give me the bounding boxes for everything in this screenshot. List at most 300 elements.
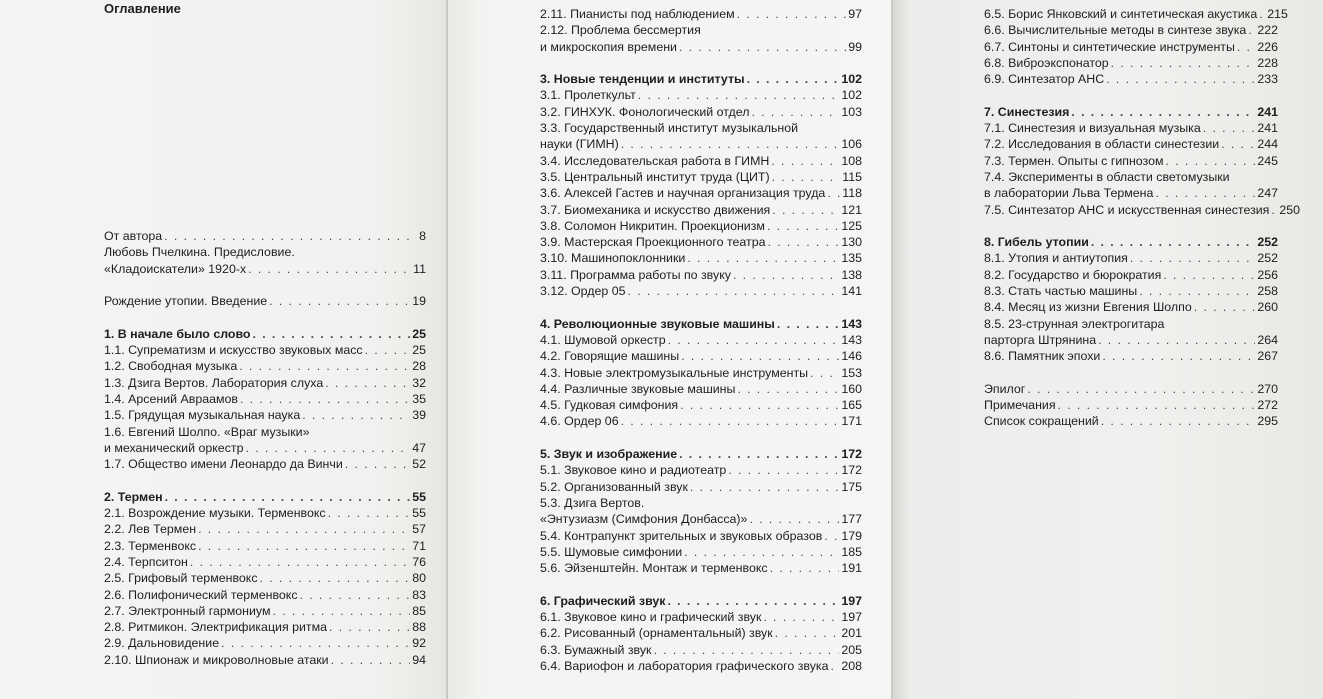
dot-leader <box>198 521 410 537</box>
toc-entry[interactable] <box>540 560 862 576</box>
toc-page-number: 85 <box>412 603 426 618</box>
toc-entry-title: 3.3. Государственный институт музыкальной <box>540 121 799 136</box>
toc-entry-title: 3.12. Ордер 05 <box>540 284 626 299</box>
toc-page-number: 245 <box>1257 153 1278 168</box>
toc-entry-title: 3.7. Биомеханика и искусство движения <box>540 202 771 217</box>
toc-page-number: 19 <box>412 294 426 309</box>
toc-page-number: 272 <box>1257 398 1278 413</box>
toc-entry-title: 6.3. Бумажный звук <box>540 642 652 657</box>
dot-leader <box>810 365 839 381</box>
toc-entry[interactable] <box>540 544 862 560</box>
toc-entry[interactable] <box>104 635 426 651</box>
toc-entry[interactable] <box>540 462 862 478</box>
dot-leader <box>165 489 411 505</box>
toc-page-number: 197 <box>841 593 862 608</box>
toc-page-number: 32 <box>412 375 426 390</box>
dot-leader <box>737 6 847 22</box>
toc-entry-title: 2.9. Дальновидение <box>104 636 220 651</box>
toc-entry[interactable] <box>104 570 426 586</box>
toc-entry[interactable] <box>540 234 862 250</box>
toc-entry-title: 6.9. Синтезатор АНС <box>984 72 1105 87</box>
dot-leader <box>668 332 840 348</box>
toc-entry-title: 7.1. Синестезия и визуальная музыка <box>984 121 1201 136</box>
dot-leader <box>1155 185 1255 201</box>
section-spacer <box>104 277 426 293</box>
toc-entry[interactable] <box>984 202 1301 218</box>
toc-entry[interactable] <box>984 55 1278 71</box>
toc-entry-title: От автора <box>104 229 163 243</box>
dot-leader <box>771 153 839 169</box>
toc-entry[interactable] <box>540 479 862 495</box>
toc-entry[interactable] <box>984 267 1278 283</box>
dot-leader <box>1166 153 1256 169</box>
dot-leader <box>164 228 417 244</box>
toc-chapter-entry[interactable] <box>540 71 862 87</box>
toc-entry-title: 5.5. Шумовые симфонии <box>540 544 683 559</box>
dot-leader <box>269 293 410 309</box>
toc-entry-title: 8.1. Утопия и антиутопия <box>984 251 1128 266</box>
toc-page-number: 8 <box>419 229 426 243</box>
toc-entry-title: 6.6. Вычислительные методы в синтезе звука <box>984 23 1247 38</box>
dot-leader <box>824 528 839 544</box>
dot-leader <box>763 609 839 625</box>
dot-leader <box>221 635 410 651</box>
dot-leader <box>621 136 840 152</box>
toc-entry-title: 1. В начале было слово <box>104 326 251 341</box>
toc-entry-title: 1.6. Евгений Шолпо. «Враг музыки» <box>104 424 310 439</box>
toc-page-number: 175 <box>841 479 862 494</box>
toc-page-number: 205 <box>841 642 862 657</box>
dot-leader <box>775 625 840 641</box>
toc-entry[interactable] <box>540 495 862 528</box>
toc-page-number: 191 <box>841 561 862 576</box>
dot-leader <box>777 316 839 332</box>
toc-entry[interactable] <box>104 554 426 570</box>
toc-page-number: 76 <box>412 554 426 569</box>
toc-entry[interactable] <box>984 381 1278 397</box>
toc-entry-title: 4.2. Говорящие машины <box>540 349 680 364</box>
toc-entry-title: 6.8. Виброэкспонатор <box>984 55 1109 70</box>
toc-entry-title: 2.12. Проблема бессмертия <box>540 23 701 38</box>
page-gutter <box>446 0 448 699</box>
toc-entry[interactable] <box>984 283 1278 299</box>
toc-entry[interactable] <box>984 348 1278 364</box>
dot-leader <box>772 169 841 185</box>
toc-page-number: 115 <box>842 169 862 184</box>
toc-entry[interactable] <box>984 316 1278 349</box>
dot-leader <box>1194 299 1256 315</box>
toc-entry[interactable] <box>104 407 426 423</box>
toc-page-number: 80 <box>412 571 426 586</box>
toc-entry[interactable] <box>104 587 426 603</box>
toc-entry[interactable] <box>540 332 862 348</box>
toc-entry-title: парторга Штрянина <box>984 332 1097 347</box>
toc-page-number: 172 <box>841 463 862 478</box>
dot-leader <box>1130 250 1255 266</box>
toc-entry-title: 3. Новые тенденции и институты <box>540 72 745 87</box>
dot-leader <box>1237 39 1255 55</box>
toc-entry[interactable] <box>540 202 862 218</box>
toc-entry[interactable] <box>104 505 426 521</box>
toc-page-number: 160 <box>841 381 862 396</box>
dot-leader <box>653 642 839 658</box>
toc-entry[interactable] <box>104 652 426 668</box>
dot-leader <box>1271 202 1277 218</box>
toc-entry-title: 2.8. Ритмикон. Электрификация ритма <box>104 620 328 635</box>
toc-column-3 <box>984 6 1301 430</box>
toc-entry[interactable] <box>984 153 1278 169</box>
toc-entry[interactable] <box>540 609 862 625</box>
toc-entry-title: 8.4. Месяц из жизни Евгения Шолпо <box>984 300 1192 315</box>
toc-page-number: 252 <box>1257 251 1278 266</box>
toc-page-number: 185 <box>841 544 862 559</box>
dot-leader <box>749 511 839 527</box>
toc-entry-title: 5. Звук и изображение <box>540 447 678 462</box>
toc-chapter-entry[interactable] <box>984 234 1278 250</box>
toc-entry-title: 5.3. Дзига Вертов. <box>540 495 645 510</box>
toc-entry-title: 2.2. Лев Термен <box>104 522 197 537</box>
toc-entry[interactable] <box>104 391 426 407</box>
toc-entry[interactable] <box>104 244 426 277</box>
toc-entry[interactable] <box>540 397 862 413</box>
toc-entry-title: 3.11. Программа работы по звуку <box>540 267 731 282</box>
toc-page-number: 146 <box>841 349 862 364</box>
section-spacer <box>104 309 426 325</box>
toc-entry[interactable] <box>540 348 862 364</box>
toc-page-number: 250 <box>1279 202 1301 217</box>
toc-entry-title: и микроскопия времени <box>540 39 677 54</box>
toc-page-number: 25 <box>412 343 426 358</box>
toc-entry[interactable] <box>540 104 862 120</box>
page-gutter <box>891 0 893 699</box>
toc-entry[interactable] <box>984 299 1278 315</box>
toc-page-number: 71 <box>412 538 426 553</box>
toc-entry-title: 2.6. Полифонический терменвокс <box>104 587 298 602</box>
toc-page-number: 102 <box>841 72 862 87</box>
toc-entry-title: 8.3. Стать частью машины <box>984 284 1138 299</box>
dot-leader <box>679 446 839 462</box>
toc-entry[interactable] <box>540 250 862 266</box>
toc-chapter-entry[interactable] <box>540 593 862 609</box>
toc-entry-title: 3.9. Мастерская Проекционного театра <box>540 235 766 250</box>
dot-leader <box>681 348 839 364</box>
dot-leader <box>240 391 410 407</box>
toc-entry-title: 6.1. Звуковое кино и графический звук <box>540 609 762 624</box>
toc-entry-title: 7.5. Синтезатор АНС и искусственная синестезия <box>984 202 1270 217</box>
dot-leader <box>1102 348 1255 364</box>
dot-leader <box>1139 283 1255 299</box>
section-spacer <box>984 365 1278 381</box>
toc-entry-title: 1.4. Арсений Авраамов <box>104 391 238 406</box>
section-spacer <box>540 430 862 446</box>
toc-entry-title: 3.6. Алексей Гастев и научная организация труда <box>540 186 826 201</box>
dot-leader <box>687 250 839 266</box>
toc-page-number: 222 <box>1257 23 1278 38</box>
dot-leader <box>737 381 839 397</box>
dot-leader <box>668 593 840 609</box>
toc-page-number: 201 <box>841 626 862 641</box>
toc-entry-title: 1.3. Дзига Вертов. Лаборатория слуха <box>104 375 324 390</box>
toc-entry-title: в лаборатории Льва Термена <box>984 186 1154 201</box>
toc-page-number: 135 <box>841 251 862 266</box>
toc-page-number: 39 <box>412 408 426 423</box>
toc-entry-title: Эпилог <box>984 381 1026 396</box>
dot-leader <box>253 326 411 342</box>
toc-page-number: 57 <box>412 522 426 537</box>
toc-entry[interactable] <box>984 413 1278 429</box>
toc-entry[interactable] <box>540 642 862 658</box>
toc-page-number: 25 <box>412 326 426 341</box>
toc-entry[interactable] <box>540 381 862 397</box>
toc-entry-title: 2.1. Возрождение музыки. Терменвокс <box>104 506 326 521</box>
toc-page-number: 121 <box>841 202 862 217</box>
toc-entry[interactable] <box>984 120 1278 136</box>
dot-leader <box>621 413 840 429</box>
section-spacer <box>540 576 862 592</box>
toc-page-number: 102 <box>841 88 862 103</box>
toc-page-number: 241 <box>1257 104 1278 119</box>
toc-entry-title: 4. Революционные звуковые машины <box>540 316 775 331</box>
toc-entry[interactable] <box>104 538 426 554</box>
toc-entry[interactable] <box>540 365 862 381</box>
toc-page-number: 94 <box>412 652 426 667</box>
toc-entry[interactable] <box>984 136 1278 152</box>
toc-page-number: 103 <box>841 104 862 119</box>
toc-entry-title: 4.5. Гудковая симфония <box>540 398 679 413</box>
toc-entry-title: 6.5. Борис Янковский и синтетическая акустика <box>984 7 1258 21</box>
dot-leader <box>770 560 840 576</box>
dot-leader <box>1163 267 1255 283</box>
dot-leader <box>1221 136 1255 152</box>
section-spacer <box>984 87 1278 103</box>
dot-leader <box>772 202 839 218</box>
toc-entry-title: 7.2. Исследования в области синестезии <box>984 137 1220 152</box>
toc-entry-title: 7. Синестезия <box>984 104 1070 119</box>
toc-entry[interactable] <box>104 456 426 472</box>
toc-entry-title: 4.4. Различные звуковые машины <box>540 381 736 396</box>
dot-leader <box>1098 332 1255 348</box>
toc-entry-title: и механический оркестр <box>104 440 244 455</box>
toc-entry-title: 1.5. Грядущая музыкальная наука <box>104 408 301 423</box>
toc-entry[interactable] <box>104 603 426 619</box>
dot-leader <box>827 185 840 201</box>
dot-leader <box>733 267 839 283</box>
toc-page-number: 143 <box>841 316 862 331</box>
toc-page-number: 295 <box>1257 414 1278 429</box>
toc-entry[interactable] <box>984 6 1288 22</box>
toc-entry-title: 6.2. Рисованный (орнаментальный) звук <box>540 626 773 641</box>
toc-page-number: 165 <box>841 398 862 413</box>
toc-entry-title: 3.1. Пролеткульт <box>540 88 636 103</box>
toc-entry-title: 1.2. Свободная музыка <box>104 359 238 374</box>
toc-entry[interactable] <box>104 619 426 635</box>
dot-leader <box>1203 120 1256 136</box>
toc-entry-title: науки (ГИМН) <box>540 137 619 152</box>
dot-leader <box>679 39 846 55</box>
dot-leader <box>328 505 411 521</box>
toc-entry-title: 2.7. Электронный гармониум <box>104 603 271 618</box>
toc-entry[interactable] <box>540 22 862 55</box>
toc-entry[interactable] <box>104 228 426 244</box>
dot-leader <box>239 358 410 374</box>
toc-page-number: 99 <box>848 39 862 54</box>
dot-leader <box>325 375 410 391</box>
toc-entry[interactable] <box>540 528 862 544</box>
dot-leader <box>198 538 410 554</box>
toc-entry[interactable] <box>540 658 862 674</box>
toc-entry[interactable] <box>540 218 862 234</box>
toc-entry-title: 6.4. Вариофон и лаборатория графического звука <box>540 658 829 673</box>
toc-entry[interactable] <box>984 71 1278 87</box>
toc-chapter-entry[interactable] <box>984 104 1278 120</box>
toc-page-number: 52 <box>412 457 426 472</box>
toc-entry-title: 8.6. Памятник эпохи <box>984 349 1101 364</box>
toc-entry-title: 7.4. Эксперименты в области светомузыки <box>984 169 1230 184</box>
toc-entry[interactable] <box>104 358 426 374</box>
dot-leader <box>830 658 839 674</box>
toc-entry-title: Любовь Пчелкина. Предисловие. <box>104 245 295 260</box>
dot-leader <box>1111 55 1256 71</box>
toc-page-number: 197 <box>841 609 862 624</box>
dot-leader <box>1259 6 1265 22</box>
toc-page-number: 118 <box>842 186 862 201</box>
toc-page-number: 228 <box>1257 55 1278 70</box>
dot-leader <box>300 587 411 603</box>
toc-entry[interactable] <box>984 250 1278 266</box>
toc-entry[interactable] <box>104 424 426 457</box>
toc-chapter-entry[interactable] <box>104 489 426 505</box>
toc-entry[interactable] <box>540 267 862 283</box>
toc-entry-title: 4.1. Шумовой оркестр <box>540 332 666 347</box>
section-spacer <box>104 472 426 488</box>
toc-chapter-entry[interactable] <box>540 446 862 462</box>
toc-page-number: 267 <box>1257 349 1278 364</box>
toc-page-number: 153 <box>841 365 862 380</box>
toc-entry[interactable] <box>540 283 862 299</box>
toc-entry-title: 5.2. Организованный звук <box>540 479 688 494</box>
toc-chapter-entry[interactable] <box>540 316 862 332</box>
dot-leader <box>248 261 411 277</box>
toc-entry[interactable] <box>540 625 862 641</box>
dot-leader <box>1027 381 1255 397</box>
toc-entry[interactable] <box>104 293 426 309</box>
dot-leader <box>1058 397 1256 413</box>
toc-page-number: 215 <box>1267 7 1288 21</box>
toc-page-number: 247 <box>1257 186 1278 201</box>
toc-entry-title: 2.11. Пианисты под наблюдением <box>540 7 735 21</box>
toc-page-number: 88 <box>412 620 426 635</box>
toc-entry-title: 8.2. Государство и бюрократия <box>984 267 1162 282</box>
toc-entry[interactable] <box>540 120 862 153</box>
toc-entry-title: 3.5. Центральный институт труда (ЦИТ) <box>540 169 770 184</box>
toc-page-number: 83 <box>412 587 426 602</box>
toc-entry-title: 5.4. Контрапункт зрительных и звуковых образов <box>540 528 823 543</box>
toc-entry[interactable] <box>984 22 1278 38</box>
toc-page-number: 35 <box>412 391 426 406</box>
toc-entry[interactable] <box>104 521 426 537</box>
toc-entry-title: 6.7. Синтоны и синтетические инструменты <box>984 39 1235 54</box>
dot-leader <box>767 218 839 234</box>
toc-entry[interactable] <box>104 375 426 391</box>
toc-entry-title: 2.5. Грифовый терменвокс <box>104 571 258 586</box>
toc-page-number: 171 <box>841 414 862 429</box>
dot-leader <box>747 71 840 87</box>
section-spacer <box>540 299 862 315</box>
toc-entry[interactable] <box>984 169 1278 202</box>
toc-entry-title: Рождение утопии. Введение <box>104 294 268 309</box>
toc-entry-title: 2.3. Терменвокс <box>104 538 197 553</box>
toc-page-number: 55 <box>412 506 426 521</box>
toc-page-number: 233 <box>1257 72 1278 87</box>
toc-entry[interactable] <box>540 6 862 22</box>
toc-page-number: 130 <box>841 235 862 250</box>
toc-entry-title: «Кладоискатели» 1920-х <box>104 261 247 276</box>
toc-page-number: 97 <box>848 7 862 21</box>
toc-entry-title: 5.6. Эйзенштейн. Монтаж и терменвокс <box>540 561 768 576</box>
dot-leader <box>638 87 840 103</box>
toc-entry[interactable] <box>104 342 426 358</box>
toc-page-number: 55 <box>412 489 426 504</box>
toc-entry[interactable] <box>540 169 862 185</box>
toc-entry-title: 7.3. Термен. Опыты с гипнозом <box>984 153 1164 168</box>
toc-entry-title: 2. Термен <box>104 489 163 504</box>
toc-page-number: 256 <box>1257 267 1278 282</box>
toc-page-number: 141 <box>841 284 862 299</box>
toc-entry-title: Список сокращений <box>984 414 1099 429</box>
toc-chapter-entry[interactable] <box>104 326 426 342</box>
toc-entry[interactable] <box>984 39 1278 55</box>
dot-leader <box>345 456 410 472</box>
dot-leader <box>1106 71 1255 87</box>
toc-entry-title: 8. Гибель утопии <box>984 235 1089 250</box>
dot-leader <box>1091 234 1255 250</box>
toc-page-number: 172 <box>841 447 862 462</box>
toc-entry-title: 1.1. Супрематизм и искусство звуковых масс <box>104 343 363 358</box>
toc-page-number: 226 <box>1257 39 1278 54</box>
toc-entry-title: 1.7. Общество имени Леонардо да Винчи <box>104 457 343 472</box>
toc-page-number: 260 <box>1257 300 1278 315</box>
toc-entry-title: 3.8. Соломон Никритин. Проекционизм <box>540 218 765 233</box>
dot-leader <box>1101 413 1256 429</box>
section-spacer <box>984 218 1278 234</box>
toc-entry[interactable] <box>984 397 1278 413</box>
dot-leader <box>767 234 839 250</box>
toc-entry[interactable] <box>540 185 862 201</box>
toc-page-number: 47 <box>412 440 426 455</box>
toc-page-number: 28 <box>412 359 426 374</box>
toc-page-number: 125 <box>841 218 862 233</box>
toc-entry-title: Примечания <box>984 398 1056 413</box>
toc-page-number: 143 <box>841 332 862 347</box>
toc-page-number: 108 <box>841 153 862 168</box>
toc-entry[interactable] <box>540 87 862 103</box>
toc-entry-title: 3.4. Исследовательская работа в ГИМН <box>540 153 770 168</box>
toc-column-2 <box>540 6 862 674</box>
toc-entry-title: 3.2. ГИНХУК. Фонологический отдел <box>540 104 750 119</box>
dot-leader <box>190 554 410 570</box>
toc-entry-title: 4.6. Ордер 06 <box>540 414 619 429</box>
toc-entry[interactable] <box>540 153 862 169</box>
toc-page-number: 252 <box>1257 235 1278 250</box>
toc-entry-title: 5.1. Звуковое кино и радиотеатр <box>540 463 727 478</box>
dot-leader <box>260 570 411 586</box>
dot-leader <box>728 462 839 478</box>
toc-entry[interactable] <box>540 413 862 429</box>
dot-leader <box>627 283 839 299</box>
toc-page-number: 177 <box>841 512 862 527</box>
toc-entry-title: 4.3. Новые электромузыкальные инструменты <box>540 365 809 380</box>
toc-entry-title: 6. Графический звук <box>540 593 666 608</box>
